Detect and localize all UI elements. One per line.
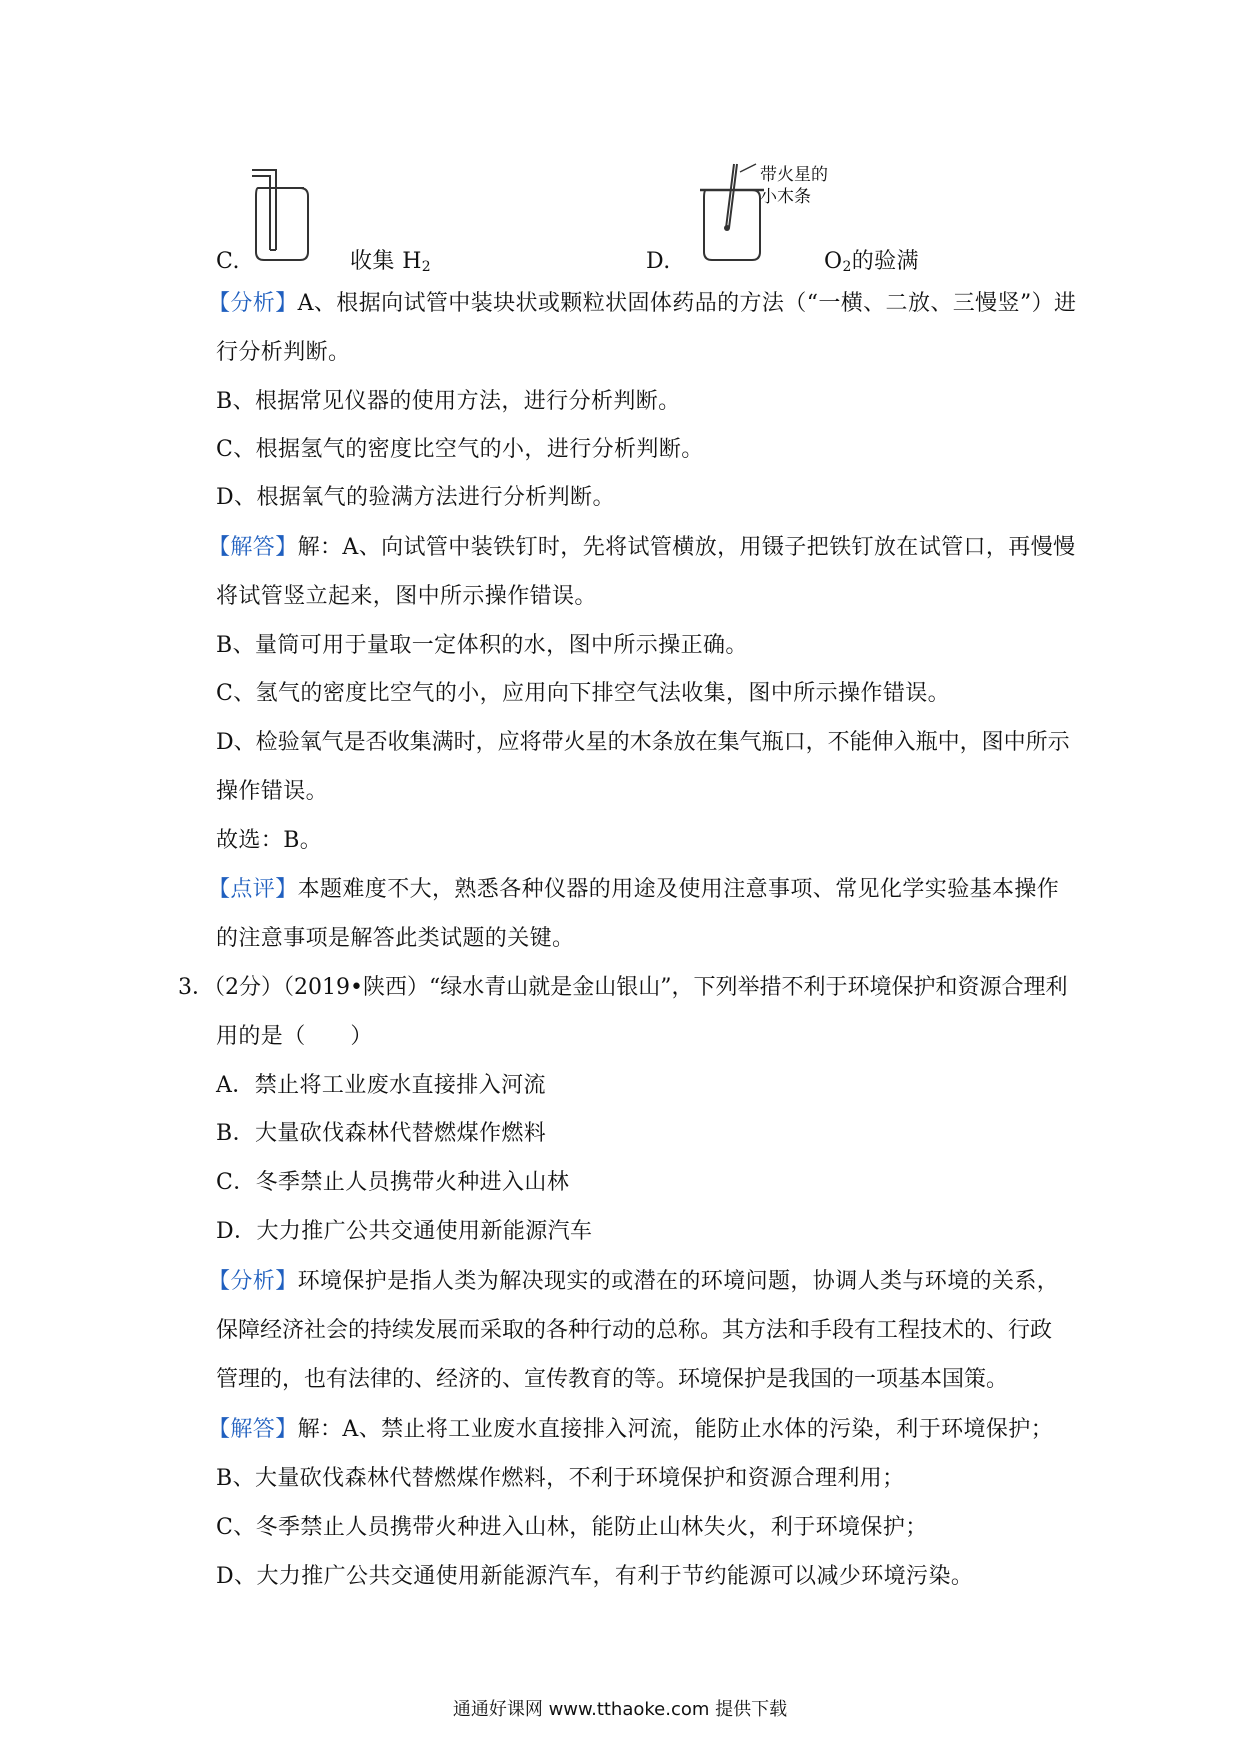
answer-text: 解：A、禁止将工业废水直接排入河流，能防止水体的污染，利于环境保护； <box>297 1417 1054 1442</box>
q2-answer-line-3: B、量筒可用于量取一定体积的水，图中所示操正确。 <box>216 633 748 658</box>
figure-label-line1: 带火星的 <box>760 165 828 185</box>
q3-analysis-line-3: 管理的，也有法律的、经济的、宣传教育的等。环境保护是我国的一项基本国策。 <box>216 1367 1009 1392</box>
q3-option-d: D．大力推广公共交通使用新能源汽车 <box>216 1219 593 1244</box>
q2-answer-choice: 故选：B。 <box>216 828 323 853</box>
q2-answer-line-1 <box>208 534 1076 562</box>
answer-text: 解：A、向试管中装铁钉时，先将试管横放，用镊子把铁钉放在试管口，再慢慢 <box>297 535 1076 560</box>
q2-review-line-1 <box>208 876 1059 904</box>
analysis-tag: 【分析】 <box>208 1269 298 1294</box>
q3-answer-line-2: B、大量砍伐森林代替燃煤作燃料，不利于环境保护和资源合理利用； <box>216 1466 905 1491</box>
q2-analysis-line-5: D、根据氧气的验满方法进行分析判断。 <box>216 485 615 510</box>
option-c-caption <box>350 248 431 281</box>
q3-option-b: B．大量砍伐森林代替燃煤作燃料 <box>216 1121 547 1146</box>
q2-analysis-line-2: 行分析判断。 <box>216 340 351 365</box>
option-d-caption <box>824 248 919 281</box>
q3-answer-line-1 <box>208 1416 1053 1444</box>
answer-tag: 【解答】 <box>208 1417 298 1442</box>
q2-answer-line-2: 将试管竖立起来，图中所示操作错误。 <box>216 584 597 609</box>
caption-subscript: 2 <box>842 259 852 275</box>
q3-answer-line-4: D、大力推广公共交通使用新能源汽车，有利于节约能源可以减少环境污染。 <box>216 1564 974 1589</box>
figure-label-line2: 小木条 <box>760 187 811 207</box>
option-c-letter: C. <box>216 249 240 274</box>
q3-analysis-line-2: 保障经济社会的持续发展而采取的各种行动的总称。其方法和手段有工程技术的、行政 <box>216 1318 1053 1343</box>
review-tag: 【点评】 <box>208 877 298 902</box>
review-text: 本题难度不大，熟悉各种仪器的用途及使用注意事项、常见化学实验基本操作 <box>297 877 1060 902</box>
caption-text-post: 的验满 <box>851 249 919 274</box>
option-d-letter: D. <box>646 249 671 274</box>
page-footer: 通通好课网 www.tthaoke.com 提供下载 <box>452 1699 788 1720</box>
q2-answer-line-6: 操作错误。 <box>216 779 329 804</box>
analysis-text: 环境保护是指人类为解决现实的或潜在的环境问题，协调人类与环境的关系， <box>297 1269 1060 1294</box>
q3-stem-line-1: 3．（2分）（2019•陕西）“绿水青山就是金山银山”，下列举措不利于环境保护和资源合理利 <box>178 975 1068 1000</box>
caption-text: O <box>824 249 843 274</box>
q3-answer-line-3: C、冬季禁止人员携带火种进入山林，能防止山林失火，利于环境保护； <box>216 1515 928 1540</box>
caption-subscript: 2 <box>421 259 432 275</box>
q2-review-line-2: 的注意事项是解答此类试题的关键。 <box>216 926 575 951</box>
gas-bottle-tube-figure <box>250 166 320 264</box>
q2-analysis-line-1 <box>208 290 1076 318</box>
answer-tag: 【解答】 <box>208 535 298 560</box>
q3-option-a: A．禁止将工业废水直接排入河流 <box>216 1073 546 1098</box>
q3-stem-line-2: 用的是（ ） <box>216 1024 373 1049</box>
figure-label <box>760 164 828 208</box>
analysis-tag: 【分析】 <box>208 291 298 316</box>
caption-text: 收集 H <box>350 249 422 274</box>
analysis-text: A、根据向试管中装块状或颗粒状固体药品的方法（“一横、二放、三慢竖”）进 <box>297 291 1077 316</box>
q2-analysis-line-3: B、根据常见仪器的使用方法，进行分析判断。 <box>216 389 681 414</box>
q2-answer-line-5: D、检验氧气是否收集满时，应将带火星的木条放在集气瓶口，不能伸入瓶中，图中所示 <box>216 730 1070 755</box>
q3-analysis-line-1 <box>208 1268 1059 1296</box>
q2-answer-line-4: C、氢气的密度比空气的小，应用向下排空气法收集，图中所示操作错误。 <box>216 681 951 706</box>
q3-option-c: C．冬季禁止人员携带火种进入山林 <box>216 1170 570 1195</box>
q2-analysis-line-4: C、根据氢气的密度比空气的小，进行分析判断。 <box>216 437 704 462</box>
